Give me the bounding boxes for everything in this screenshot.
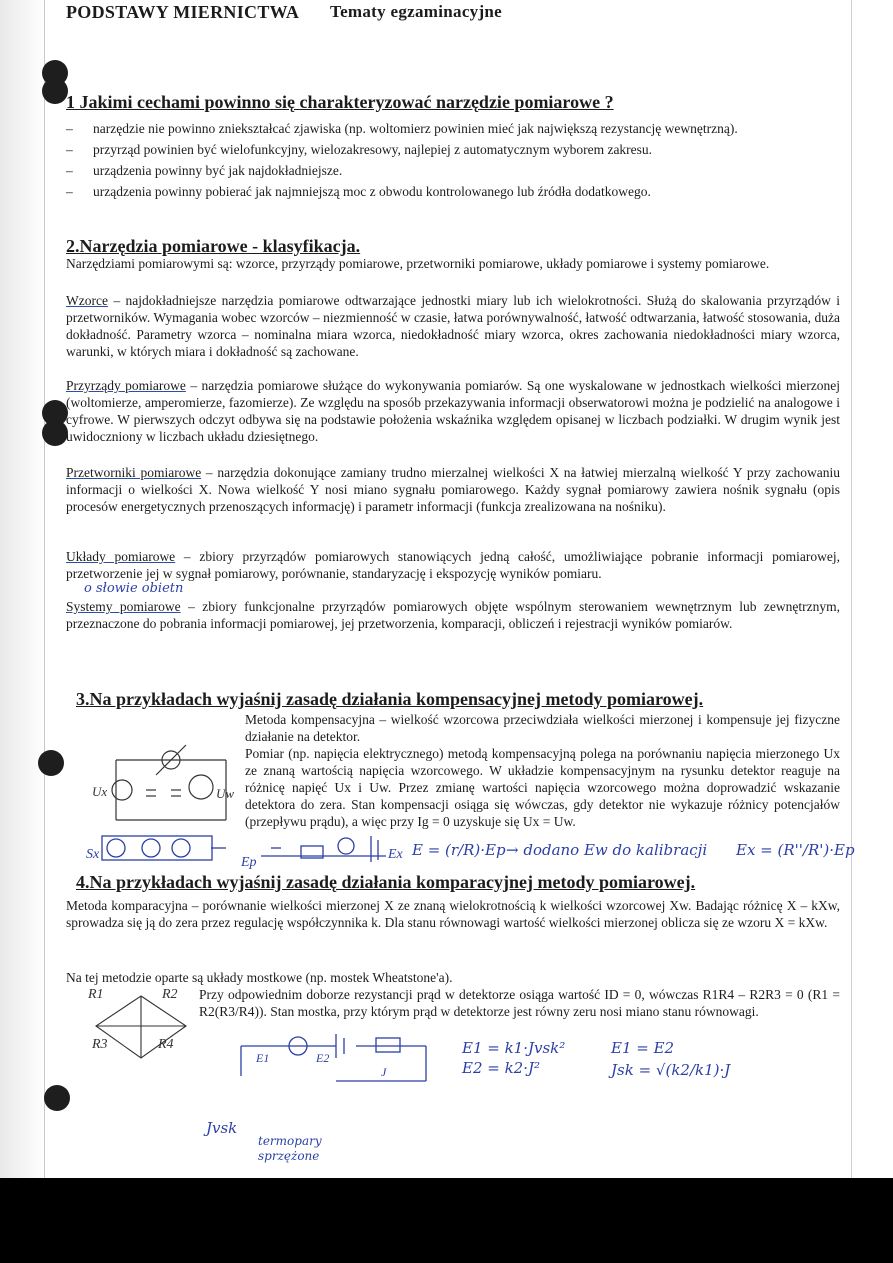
section-3-p1: Metoda kompensacyjna – wielkość wzorcowa przeciwdziała wielkości mierzonej i kompensuje jej fizyczne działanie na detektor. bbox=[245, 712, 840, 744]
scan-bottom-border bbox=[0, 1178, 893, 1263]
term-przetworniki: Przetworniki pomiarowe bbox=[66, 465, 202, 480]
section-4-heading bbox=[76, 874, 850, 891]
punch-hole bbox=[42, 78, 68, 104]
label-uw: Uw bbox=[216, 786, 235, 801]
page-header bbox=[66, 2, 503, 23]
subject-title: PODSTAWY MIERNICTWA bbox=[66, 2, 300, 22]
section-1-title: 1 Jakimi cechami powinno się charakteryzować narzędzie pomiarowe ? bbox=[66, 92, 614, 112]
term-uklady: Układy pomiarowe bbox=[66, 549, 176, 564]
note-sx: Sx bbox=[86, 847, 100, 862]
section-2-intro: Narzędziami pomiarowymi są: wzorce, przyrządy pomiarowe, przetworniki pomiarowe, układy pomiarowe i systemy pomiarowe. bbox=[66, 256, 770, 271]
note-arrow-text: → dodano Ew do kalibracji bbox=[506, 841, 708, 859]
section-1-list bbox=[66, 120, 840, 200]
label-r2: R2 bbox=[162, 987, 178, 1002]
przetworniki-text: – narzędzia dokonujące zamiany trudno mierzalnej wielkości X na łatwiej mierzalną wielkość Y przy zachowaniu informacji o wielkości X. Nowa wielkość Y nosi miano sygnału pomiarowego. Każdy sygnał pomiarowy zawiera nośnik sygnału (opis procesów energetycznych przenoszących informację) i parametr informacji (funkcja zrealizowana na nośniku). bbox=[66, 465, 840, 514]
section-3-text bbox=[245, 711, 840, 830]
wzorce-text: – najdokładniejsze narzędzia pomiarowe odtwarzające jednostki miary lub ich wielokrotności. Służą do skalowania przyrządów i przetworników. Wymagania wobec wzorców – niezmienność w czasie, łatwa porównywalność, łatwość odtwarzania, łatwość stosowania, duża dokładność. Parametry wzorca – nominalna miara wzorca, niedokładność miary wzorca, okres zachowania niedokładności miary wzorca, warunki, w których miara i dokładność są zachowane. bbox=[66, 293, 840, 359]
page-margin-line bbox=[44, 0, 45, 1178]
list-item: – narzędzie nie powinno zniekształcać zjawiska (np. woltomierz powinien mieć jak największą rezystancję wewnętrzną). bbox=[66, 120, 840, 137]
compensation-circuit-diagram bbox=[86, 730, 246, 830]
note-e2: E2 = k2·J² bbox=[462, 1059, 541, 1077]
term-systemy: Systemy pomiarowe bbox=[66, 599, 181, 614]
label-r3: R3 bbox=[92, 1037, 108, 1052]
section-1 bbox=[66, 94, 840, 204]
section-3-heading bbox=[76, 691, 850, 708]
doc-type: Tematy egzaminacyjne bbox=[330, 2, 503, 21]
wheatstone-bridge-sketch bbox=[86, 986, 196, 1068]
note-formula-2: Ex = (R''/R')·Ep bbox=[736, 841, 855, 859]
note-e-equal: E1 = E2 bbox=[611, 1039, 675, 1057]
list-item: – przyrząd powinien być wielofunkcyjny, wielozakresowy, najlepiej z automatycznym wyborem zakresu. bbox=[66, 141, 840, 158]
przyrzady-text: – narzędzia pomiarowe służące do wykonywania pomiarów. Są one wyskalowane w jednostkach wielkości mierzonej (woltomierze, amperomierze, fazomierze). Ze względu na sposób przekazywania informacji obserwatorowi można je podzielić na analogowe i cyfrowe. W pierwszych odczyt odbywa się na podstawie położenia wskaźnika względem opisanej w liczbach podziałki. W drugim wynik jest uwidoczniony w liczbach układu dziesiętnego. bbox=[66, 378, 840, 444]
punch-hole bbox=[44, 1085, 70, 1111]
note-termopary: termopary sprzężone bbox=[258, 1134, 322, 1163]
section-2-title: 2.Narzędzia pomiarowe - klasyfikacja. bbox=[66, 236, 361, 256]
note-e1: E1 = k1·Jvsk² bbox=[462, 1039, 566, 1057]
label-r1: R1 bbox=[88, 987, 104, 1002]
thermocouple-circuit-sketch bbox=[236, 1026, 436, 1086]
punch-hole bbox=[38, 750, 64, 776]
section-4-p1 bbox=[66, 897, 840, 931]
term-przyrzady: Przyrządy pomiarowe bbox=[66, 378, 186, 393]
section-3-p2: Pomiar (np. napięcia elektrycznego) metodą kompensacyjną polega na porównaniu napięcia mierzonego Ux ze znaną wartością napięcia wzorcowego. W układzie kompensacyjnym na rysunku detektor reaguje na różnicę napięć Ux i Uw. Przez zmianę wartości napięcia wzorcowego można doprowadzić wskazanie detektora do zera. Stan kompensacji osiąga się wówczas, gdy detektor nie wykazuje różnicy potencjałów (przepływu prądu), a więc przy Ig = 0 uzyskuje się Ux = Uw. bbox=[245, 746, 840, 829]
note-e1-label: E1 bbox=[256, 1051, 270, 1065]
section-4-balance-text: Przy odpowiednim doborze rezystancji prąd w detektorze osiąga wartość ID = 0, wówczas R1R4 – R2R3 = 0 (R1 = R2(R3/R4)). Stan mostka, przy którym prąd w detektorze jest równy zeru nosi miano stanu równowagi. bbox=[199, 987, 840, 1019]
przyrzady-paragraph bbox=[66, 377, 840, 445]
note-j-label: J bbox=[381, 1065, 387, 1079]
note-e2-label: E2 bbox=[316, 1051, 330, 1065]
przetworniki-paragraph bbox=[66, 464, 840, 515]
label-r4: R4 bbox=[158, 1037, 174, 1052]
section-3-title: 3.Na przykładach wyjaśnij zasadę działania kompensacyjnej metody pomiarowej. bbox=[76, 689, 704, 709]
uklady-text: – zbiory przyrządów pomiarowych stanowiących jedną całość, umożliwiające pobranie informacji pomiarowej, przetworzenie jej w sygnał pomiarowy, porównanie, standaryzację i ekspozycję wyników pomiaru. bbox=[66, 549, 840, 581]
handwritten-note: o słowie obietn bbox=[84, 581, 184, 596]
list-item: – urządzenia powinny pobierać jak najmniejszą moc z obwodu kontrolowanego lub źródła dodatkowego. bbox=[66, 183, 840, 200]
note-formula-1: E = (r/R)·Ep bbox=[412, 841, 506, 859]
note-ep: Ep bbox=[241, 855, 257, 870]
section-4-definition: Metoda komparacyjna – porównanie wielkości mierzonej X ze znaną wielokrotnością k wielkości wzorcowej Xw. Badając różnicę X – kXw, sprowadza się ją do zera przez regulację współczynnika k. Dla stanu równowagi wartość wielkości mierzonej oblicza się ze wzoru X = kXw. bbox=[66, 898, 840, 930]
page-margin-line bbox=[851, 0, 852, 1178]
uklady-paragraph bbox=[66, 548, 840, 582]
section-4-p3 bbox=[199, 986, 840, 1020]
wzorce-paragraph bbox=[66, 292, 840, 360]
term-wzorce: Wzorce bbox=[66, 293, 108, 308]
punch-hole bbox=[42, 420, 68, 446]
section-4-p2 bbox=[66, 969, 840, 986]
section-2 bbox=[66, 238, 840, 272]
note-jsk: Jsk = √(k2/k1)·J bbox=[611, 1061, 731, 1079]
list-item: – urządzenia powinny być jak najdokładniejsze. bbox=[66, 162, 840, 179]
label-ux: Ux bbox=[92, 784, 108, 799]
systemy-paragraph bbox=[66, 598, 840, 632]
section-4-title: 4.Na przykładach wyjaśnij zasadę działania komparacyjnej metody pomiarowej. bbox=[76, 872, 696, 892]
note-ex: Ex bbox=[388, 847, 403, 862]
systemy-text: – zbiory funkcjonalne przyrządów pomiarowych objęte wspólnym sterowaniem wewnętrznym lub zewnętrznym, przeznaczone do pobrania informacji pomiarowej, jej przetworzenia, komparacji, obliczeń i rejestracji wyników pomiarów. bbox=[66, 599, 840, 631]
section-4-bridge-intro: Na tej metodzie oparte są układy mostkowe (np. mostek Wheatstone'a). bbox=[66, 970, 453, 985]
note-jvsk: Jvsk bbox=[206, 1119, 238, 1137]
scan-edge bbox=[0, 0, 46, 1178]
